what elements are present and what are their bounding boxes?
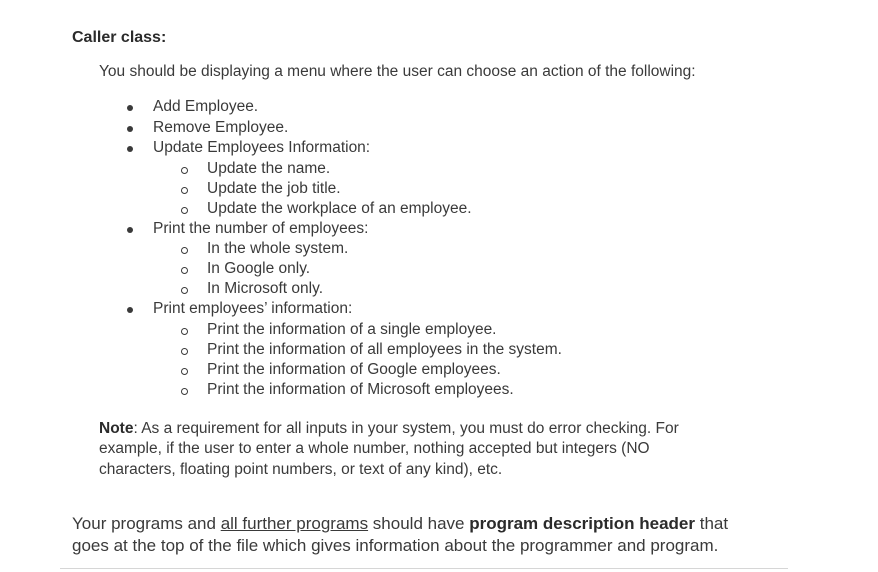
sub-item-label: Print the information of Google employees. xyxy=(207,360,501,378)
sub-item-label: In Microsoft only. xyxy=(207,280,324,297)
section-heading: Caller class: xyxy=(72,29,167,46)
sub-list-item xyxy=(0,199,562,219)
footer-part-1: Your programs and xyxy=(72,514,221,533)
menu-item-label: Print employees’ information: xyxy=(153,300,353,317)
bullet-icon xyxy=(127,105,133,111)
sub-list-item xyxy=(0,320,562,340)
footer-part-3: that xyxy=(695,514,729,533)
circle-bullet-icon xyxy=(181,368,188,375)
list-item xyxy=(0,138,562,159)
bullet-icon xyxy=(127,146,133,152)
sub-item-label: Update the job title. xyxy=(207,179,341,197)
circle-bullet-icon xyxy=(181,187,188,194)
sub-item-label: In the whole system. xyxy=(207,240,349,257)
sub-list-item xyxy=(0,159,562,179)
list-item xyxy=(0,97,562,118)
circle-bullet-icon xyxy=(181,348,188,355)
sub-item-label: Update the name. xyxy=(207,159,331,177)
circle-bullet-icon xyxy=(181,388,188,395)
bullet-icon xyxy=(127,227,133,233)
note-paragraph xyxy=(99,419,779,480)
sub-list-item xyxy=(0,340,562,360)
menu-item-label: Update Employees Information: xyxy=(153,139,371,156)
circle-bullet-icon xyxy=(181,287,188,294)
circle-bullet-icon xyxy=(181,207,188,214)
sub-list-item xyxy=(0,380,562,400)
sub-item-label: In Google only. xyxy=(207,260,311,277)
menu-item-label: Remove Employee. xyxy=(153,118,289,136)
bullet-icon xyxy=(127,126,133,132)
circle-bullet-icon xyxy=(181,247,188,254)
sub-list-item xyxy=(0,259,562,279)
sub-item-label: Print the information of a single employee. xyxy=(207,320,497,338)
menu-list xyxy=(0,97,562,400)
circle-bullet-icon xyxy=(181,267,188,274)
note-line-3: characters, floating point numbers, or text of any kind), etc. xyxy=(99,460,503,478)
sub-list-item xyxy=(0,239,562,259)
bold-phrase: program description header xyxy=(469,514,695,533)
footer-part-4: goes at the top of the file which gives information about the programmer and program. xyxy=(72,536,719,555)
note-line-1: : As a requirement for all inputs in your system, you must do error checking. For xyxy=(133,420,679,437)
list-item xyxy=(0,219,562,240)
sub-item-label: Update the workplace of an employee. xyxy=(207,199,472,217)
program-header-paragraph xyxy=(72,513,802,557)
underlined-phrase: all further programs xyxy=(220,514,369,533)
divider xyxy=(60,568,788,569)
note-label: Note xyxy=(99,420,134,437)
note-line-2: example, if the user to enter a whole number, nothing accepted but integers (NO xyxy=(99,440,650,458)
sub-item-label: Print the information of Microsoft employees. xyxy=(207,380,514,398)
menu-item-label: Add Employee. xyxy=(153,98,259,115)
sub-list-item xyxy=(0,179,562,199)
list-item xyxy=(0,118,562,139)
sub-list-item xyxy=(0,279,562,299)
circle-bullet-icon xyxy=(181,328,188,335)
menu-item-label: Print the number of employees: xyxy=(153,219,369,237)
intro-text: You should be displaying a menu where the user can choose an action of the following: xyxy=(99,63,696,80)
footer-part-2: should have xyxy=(368,514,470,533)
sub-item-label: Print the information of all employees in the system. xyxy=(207,340,562,358)
circle-bullet-icon xyxy=(181,167,188,174)
bullet-icon xyxy=(127,307,133,313)
list-item xyxy=(0,299,562,320)
sub-list-item xyxy=(0,360,562,380)
